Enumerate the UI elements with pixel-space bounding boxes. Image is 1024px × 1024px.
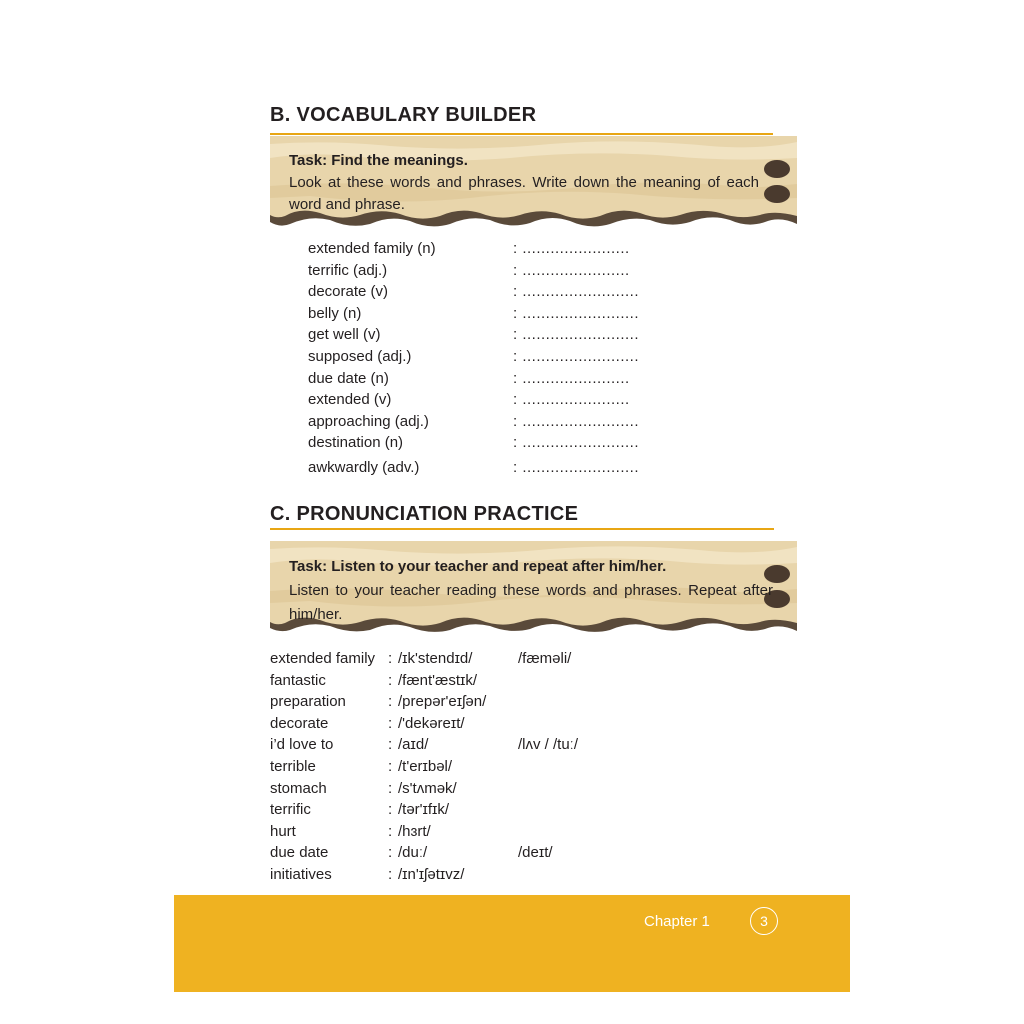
page-footer	[174, 895, 850, 992]
pron-ipa-second: /fæməli/	[518, 650, 572, 667]
vocab-row	[308, 346, 668, 368]
pron-word: hurt	[270, 822, 296, 840]
vocab-term: terrific (adj.)	[308, 261, 388, 279]
vocab-row	[308, 389, 668, 411]
vocab-blank: : .........................	[513, 283, 640, 301]
pron-ipa-second: /deɪt/	[518, 844, 553, 862]
pron-row	[270, 713, 690, 735]
vocab-row	[308, 303, 668, 325]
vocab-row	[308, 368, 668, 390]
pron-colon: :	[388, 650, 393, 667]
vocab-row	[308, 260, 668, 282]
pron-ipa: /ɪn'ɪʃətɪvz/	[398, 865, 465, 883]
pron-colon: :	[388, 714, 393, 732]
vocab-blank: : .........................	[513, 434, 640, 452]
vocab-term: supposed (adj.)	[308, 347, 412, 365]
vocab-blank: : .......................	[513, 369, 630, 387]
pron-ipa: /prepər'eɪʃən/	[398, 693, 487, 711]
pron-row	[270, 756, 690, 778]
pron-row	[270, 691, 690, 713]
pronunciation-task-description: Listen to your teacher reading these words and phrases. Repeat after him/her.	[289, 582, 773, 623]
vocab-row	[308, 281, 668, 303]
vocab-row	[308, 324, 668, 346]
vocab-term: extended (v)	[308, 391, 392, 409]
pron-word: initiatives	[270, 865, 332, 883]
page-number: 3	[750, 907, 778, 935]
pron-ipa: /tər'ɪfɪk/	[398, 801, 450, 819]
vocabulary-rule	[270, 133, 773, 135]
pron-ipa: /t'erɪbəl/	[398, 757, 453, 775]
vocab-row	[308, 432, 668, 454]
pron-ipa: /'dekəreɪt/	[398, 714, 465, 732]
pron-word: stomach	[270, 779, 327, 797]
pron-ipa: /ɪk'stendɪd/	[398, 650, 473, 667]
pron-row	[270, 821, 690, 843]
pronunciation-task-title: Task: Listen to your teacher and repeat after him/her.	[289, 558, 667, 575]
vocab-blank: : .........................	[513, 412, 640, 430]
pron-colon: :	[388, 671, 393, 689]
pronunciation-heading: C. PRONUNCIATION PRACTICE	[270, 503, 579, 525]
pron-colon: :	[388, 779, 393, 797]
binder-hole-bottom	[764, 185, 790, 203]
pron-row	[270, 670, 690, 692]
pron-word: preparation	[270, 693, 346, 711]
pron-colon: :	[388, 822, 393, 840]
pron-word: terrific	[270, 801, 311, 819]
vocab-blank: : .........................	[513, 347, 640, 365]
vocab-blank: : .......................	[513, 240, 630, 257]
pron-ipa: /hɜrt/	[398, 822, 431, 840]
vocab-term: destination (n)	[308, 434, 404, 452]
binder-hole-top	[764, 160, 790, 178]
pronunciation-task-box	[270, 541, 797, 637]
vocab-term: get well (v)	[308, 326, 381, 344]
vocab-row	[308, 238, 668, 260]
pron-word: decorate	[270, 714, 329, 732]
vocab-row	[308, 411, 668, 433]
vocab-blank: : .......................	[513, 261, 630, 279]
pron-word: extended family	[270, 650, 376, 667]
vocab-term: decorate (v)	[308, 283, 389, 301]
pron-colon: :	[388, 693, 393, 711]
pron-word: due date	[270, 844, 329, 862]
pron-row	[270, 864, 690, 886]
pronunciation-list	[270, 648, 690, 886]
pron-colon: :	[388, 736, 393, 754]
vocab-blank: : .......................	[513, 391, 630, 409]
pron-row	[270, 778, 690, 800]
pron-row	[270, 648, 690, 670]
pron-word: i’d love to	[270, 736, 334, 754]
pron-row	[270, 734, 690, 756]
pronunciation-rule	[270, 528, 774, 530]
vocabulary-task-description: Look at these words and phrases. Write down the meaning of each word and phrase.	[289, 174, 759, 213]
pron-word: fantastic	[270, 671, 326, 689]
pron-ipa: /duː/	[398, 844, 428, 862]
vocab-term: awkwardly (adv.)	[308, 458, 420, 476]
pron-ipa: /aɪd/	[398, 736, 429, 754]
vocab-term: approaching (adj.)	[308, 412, 429, 430]
pron-colon: :	[388, 801, 393, 819]
pron-ipa: /fænt'æstɪk/	[398, 671, 478, 689]
pron-word: terrible	[270, 757, 316, 775]
vocab-blank: : .........................	[513, 304, 640, 322]
pron-row	[270, 842, 690, 864]
pron-row	[270, 799, 690, 821]
vocabulary-heading: B. VOCABULARY BUILDER	[270, 104, 537, 126]
pron-ipa-second: /lʌv / /tuː/	[518, 736, 579, 754]
vocabulary-list	[308, 238, 668, 479]
chapter-label: Chapter 1	[644, 913, 710, 930]
vocab-blank: : .........................	[513, 458, 640, 476]
vocab-term: belly (n)	[308, 304, 362, 322]
vocabulary-task-box	[270, 136, 797, 232]
pron-colon: :	[388, 844, 393, 862]
vocab-row	[308, 457, 668, 479]
vocab-blank: : .........................	[513, 326, 640, 344]
pron-colon: :	[388, 865, 393, 883]
pron-colon: :	[388, 757, 393, 775]
vocabulary-task-title: Task: Find the meanings.	[289, 152, 468, 169]
pron-ipa: /s'tʌmək/	[398, 779, 457, 797]
vocab-term: extended family (n)	[308, 240, 436, 257]
vocab-term: due date (n)	[308, 369, 389, 387]
